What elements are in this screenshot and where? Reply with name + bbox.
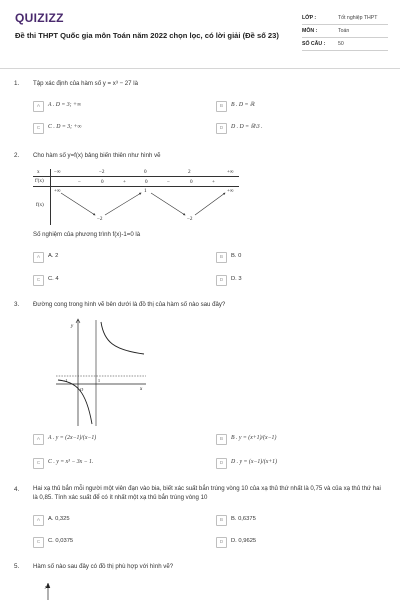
- option-text: C. 0,0375: [48, 538, 74, 544]
- option-letter-box[interactable]: B: [216, 515, 227, 526]
- meta-value: Toán: [338, 28, 350, 34]
- sign: +: [212, 179, 215, 185]
- x-value: +∞: [227, 169, 234, 175]
- option-letter-box[interactable]: D: [216, 458, 227, 469]
- option-text: A . D = 3; +∞: [48, 102, 82, 108]
- answer-option[interactable]: [33, 273, 209, 286]
- x-value: 2: [188, 169, 191, 175]
- f-value: 1: [144, 188, 147, 194]
- option-letter-box[interactable]: D: [216, 123, 227, 134]
- question-number: 5.: [14, 563, 20, 570]
- sign: −: [78, 179, 81, 185]
- option-text: C . D = 3; +∞: [48, 124, 82, 130]
- x-value: 0: [144, 169, 147, 175]
- worksheet-title: Đề thi THPT Quốc gia môn Toán năm 2022 chọn lọc, có lời giải (Đề số 23): [15, 31, 279, 40]
- variation-table: [33, 169, 239, 225]
- question-number: 2.: [14, 152, 20, 159]
- sign: 0: [190, 179, 193, 185]
- sign: +: [123, 179, 126, 185]
- answer-option[interactable]: [216, 99, 392, 112]
- answer-option[interactable]: [216, 535, 392, 548]
- x-label: x: [37, 169, 40, 175]
- answer-option[interactable]: [33, 456, 209, 469]
- meta-label: SỐ CÂU :: [302, 41, 326, 47]
- option-letter-box[interactable]: A: [33, 252, 44, 263]
- option-text: D . D = ℝ\3 .: [231, 124, 263, 130]
- option-text: D. 3: [231, 276, 242, 282]
- option-text: B . y = (x+1)/(x−1): [231, 435, 277, 441]
- worksheet-meta: [302, 12, 388, 51]
- meta-label: MÔN :: [302, 28, 318, 34]
- graph-origin-label: O: [80, 387, 84, 392]
- x-value: −∞: [54, 169, 61, 175]
- question-text: Hai xạ thủ bắn mỗi người một viên đạn vào bia, biết xác suất bắn trúng vòng 10 của xạ thủ thứ nhất là 0,75 và của xạ thủ thứ hai là 0,85. Tính xác suất để có ít nhất một xạ thủ bắn trúng vòng 10: [33, 485, 381, 501]
- question-number: 3.: [14, 301, 20, 308]
- sign: 0: [101, 179, 104, 185]
- answer-option[interactable]: [216, 250, 392, 263]
- option-letter-box[interactable]: D: [216, 275, 227, 286]
- function-graph: [30, 580, 70, 600]
- option-text: A . y = (2x−1)/(x−1): [48, 435, 97, 441]
- option-letter-box[interactable]: C: [33, 275, 44, 286]
- question-number: 4.: [14, 486, 20, 493]
- answer-option[interactable]: [33, 513, 209, 526]
- f-value: +∞: [227, 188, 234, 194]
- answer-option[interactable]: [33, 121, 209, 134]
- x-value: −2: [99, 169, 105, 175]
- option-letter-box[interactable]: B: [216, 252, 227, 263]
- question-subtext: Số nghiệm của phương trình f(x)-1=0 là: [33, 231, 141, 238]
- f-value: −2: [97, 216, 103, 222]
- quizizz-logo: QUIZIZZ: [15, 11, 64, 25]
- meta-row-count: [302, 38, 388, 51]
- meta-row-class: [302, 12, 388, 25]
- f-label: f(x): [36, 202, 44, 208]
- answer-option[interactable]: [33, 535, 209, 548]
- option-letter-box[interactable]: A: [33, 101, 44, 112]
- variation-arrows: [33, 169, 239, 225]
- meta-value: 50: [338, 41, 344, 47]
- graph-right-label: 1: [98, 378, 100, 383]
- option-letter-box[interactable]: C: [33, 123, 44, 134]
- sign: 0: [145, 179, 148, 185]
- f-value: −2: [187, 216, 193, 222]
- question-text: Tập xác định của hàm số y = x³ − 27 là: [33, 80, 139, 87]
- option-text: C. 4: [48, 276, 59, 282]
- option-text: B . D = ℝ: [231, 102, 255, 108]
- option-letter-box[interactable]: A: [33, 434, 44, 445]
- answer-option[interactable]: [33, 432, 209, 445]
- question-text: Hàm số nào sau đây có đồ thị phù hợp với hình vẽ?: [33, 563, 174, 570]
- meta-value: Tốt nghiệp THPT: [338, 15, 378, 21]
- option-letter-box[interactable]: C: [33, 458, 44, 469]
- fprime-label: f'(x): [35, 178, 44, 184]
- question-text: Cho hàm số y=f(x) bảng biến thiên như hình vẽ: [33, 152, 161, 159]
- answer-option[interactable]: [216, 456, 392, 469]
- function-graph: [56, 318, 146, 428]
- option-text: B. 0,6375: [231, 516, 256, 522]
- meta-row-subject: [302, 25, 388, 38]
- option-letter-box[interactable]: A: [33, 515, 44, 526]
- question-text: Đường cong trong hình vẽ bên dưới là đồ thị của hàm số nào sau đây?: [33, 301, 226, 308]
- option-letter-box[interactable]: D: [216, 537, 227, 548]
- option-text: A. 0,325: [48, 516, 70, 522]
- question-number: 1.: [14, 80, 20, 87]
- option-text: A. 2: [48, 253, 59, 259]
- meta-label: LỚP :: [302, 15, 317, 21]
- option-text: B. 0: [231, 253, 242, 259]
- answer-option[interactable]: [216, 432, 392, 445]
- answer-option[interactable]: [216, 121, 392, 134]
- header-divider: [0, 68, 400, 69]
- f-value: +∞: [54, 188, 61, 194]
- option-text: D . y = (x−1)/(x+1): [231, 459, 278, 465]
- graph-y-label: y: [45, 584, 47, 589]
- answer-option[interactable]: [33, 99, 209, 112]
- answer-option[interactable]: [216, 513, 392, 526]
- option-text: D. 0,9625: [231, 538, 257, 544]
- graph-left-label: -1: [64, 378, 68, 383]
- graph-y-label: y: [71, 324, 74, 329]
- option-letter-box[interactable]: B: [216, 101, 227, 112]
- graph-x-label: x: [140, 387, 143, 392]
- option-letter-box[interactable]: B: [216, 434, 227, 445]
- sign: −: [167, 179, 170, 185]
- option-text: C . y = x³ − 3x − 1.: [48, 459, 94, 465]
- answer-option[interactable]: [216, 273, 392, 286]
- answer-option[interactable]: [33, 250, 209, 263]
- option-letter-box[interactable]: C: [33, 537, 44, 548]
